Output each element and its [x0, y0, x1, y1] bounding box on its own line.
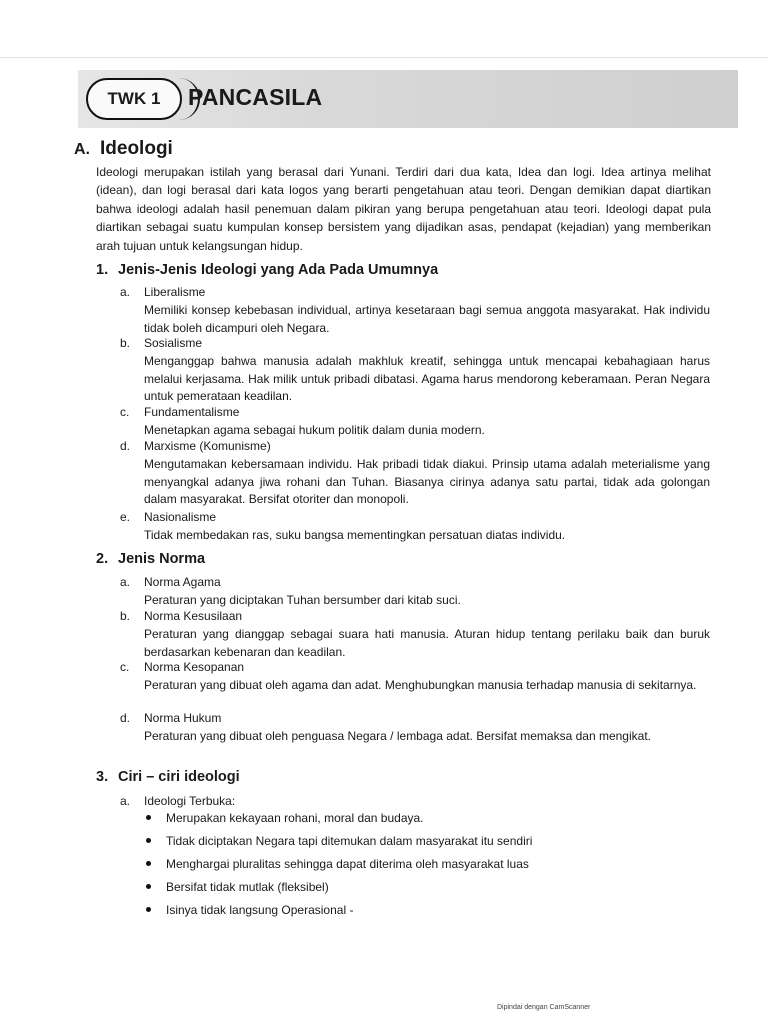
subsection-heading: [96, 262, 438, 278]
bullet-icon: [146, 907, 151, 912]
list-marker: a.: [120, 285, 131, 299]
subsection-number: 2.: [96, 551, 109, 567]
list-description: Peraturan yang dibuat oleh agama dan adat. Menghubungkan manusia terhadap manusia di sekitarnya.: [144, 678, 697, 692]
list-marker: b.: [120, 336, 131, 350]
list-description: Peraturan yang diciptakan Tuhan bersumber dari kitab suci.: [144, 593, 461, 607]
section-letter: A.: [74, 141, 90, 158]
list-marker: a.: [120, 575, 131, 589]
list-description: Menganggap bahwa manusia adalah makhluk kreatif, sehingga untuk mencapai kebahagiaan harus melalui kerjasama. Hak milik untuk pribadi dibatasi. Agama harus mendorong keberamaan. Peran Negara untuk pemerataan keadilan.: [144, 354, 710, 403]
subsection-heading: [96, 551, 205, 567]
subsection-heading: [96, 769, 240, 785]
list-label: Sosialisme: [144, 336, 203, 350]
bullet-text: Merupakan kekayaan rohani, moral dan budaya.: [166, 811, 424, 825]
list-description: Peraturan yang dibuat oleh penguasa Negara / lembaga adat. Bersifat memaksa dan mengikat.: [144, 729, 651, 743]
subsection-number: 3.: [96, 769, 109, 785]
scanner-footer: Dipindai dengan CamScanner: [497, 1004, 591, 1011]
list-marker: a.: [120, 794, 131, 808]
chapter-badge: [86, 78, 182, 120]
bullet-item: [144, 810, 704, 833]
list-label: Fundamentalisme: [144, 405, 240, 419]
list-marker: d.: [120, 711, 131, 725]
list-description: Menetapkan agama sebagai hukum politik dalam dunia modern.: [144, 423, 485, 437]
subsection-title: Jenis Norma: [118, 551, 206, 567]
section-paragraph: Ideologi merupakan istilah yang berasal dari Yunani. Terdiri dari dua kata, Idea dan logi. Idea artinya melihat (idean), dan logi berasal dari kata logos yang berarti pengetahuan atau teori. Dengan demikian dapat diartikan bahwa ideologi adalah hasil penemuan dalam pikiran yang berupa pengetahuan atau teori. Ideologi dapat pula diartikan sebagai suatu kumpulan konsep bersistem yang dijadikan asas, pendapat (kejadian) yang memberikan arah tujuan untuk kelangsungan hidup.: [96, 165, 711, 253]
list-description: Tidak membedakan ras, suku bangsa mementingkan persatuan diatas individu.: [144, 528, 566, 542]
bullet-text: Tidak diciptakan Negara tapi ditemukan dalam masyarakat itu sendiri: [166, 834, 533, 848]
list-marker: e.: [120, 510, 131, 524]
bullet-item: [144, 833, 704, 856]
list-label: Norma Kesusilaan: [144, 609, 243, 623]
bullet-item: [144, 879, 704, 902]
list-description: Peraturan yang dianggap sebagai suara hati manusia. Aturan hidup tentang perilaku baik dan buruk berdasarkan kebenaran dan keadilan.: [144, 627, 710, 659]
list-description: Mengutamakan kebersamaan individu. Hak pribadi tidak diakui. Prinsip utama adalah meterialisme yang menyangkal adanya jiwa rohani dan Tuhan. Biasanya cirinya adanya satu partai, tidak ada golongan dalam masyarakat. Bersifat otoriter dan monopoli.: [144, 457, 710, 506]
bullet-icon: [146, 884, 151, 889]
list-label: Marxisme (Komunisme): [144, 439, 271, 453]
section-title: Ideologi: [100, 138, 173, 159]
list-description: Memiliki konsep kebebasan individual, artinya kesetaraan bagi semua anggota masyarakat. Hak individu tidak boleh dicampuri oleh Negara.: [144, 303, 710, 335]
section-heading: [74, 138, 173, 160]
page-top-divider: [0, 57, 768, 58]
list-marker: d.: [120, 439, 131, 453]
list-marker: b.: [120, 609, 131, 623]
list-label: Ideologi Terbuka:: [144, 794, 236, 808]
list-label: Norma Kesopanan: [144, 660, 245, 674]
bullet-item: [144, 856, 704, 879]
list-label: Nasionalisme: [144, 510, 217, 524]
bullet-text: Isinya tidak langsung Operasional -: [166, 903, 354, 917]
bullet-icon: [146, 838, 151, 843]
chapter-title: PANCASILA: [188, 84, 323, 110]
bullet-text: Bersifat tidak mutlak (fleksibel): [166, 880, 329, 894]
list-label: Liberalisme: [144, 285, 206, 299]
subsection-number: 1.: [96, 262, 109, 278]
bullet-text: Menghargai pluralitas sehingga dapat diterima oleh masyarakat luas: [166, 857, 529, 871]
list-marker: c.: [120, 660, 130, 674]
subsection-title: Jenis-Jenis Ideologi yang Ada Pada Umumnya: [118, 262, 439, 278]
bullet-icon: [146, 815, 151, 820]
list-label: Norma Hukum: [144, 711, 222, 725]
list-label: Norma Agama: [144, 575, 221, 589]
chapter-code: TWK 1: [107, 89, 161, 108]
bullet-list: [144, 810, 704, 925]
bullet-icon: [146, 861, 151, 866]
bullet-item: [144, 902, 704, 925]
subsection-title: Ciri – ciri ideologi: [118, 769, 240, 785]
list-marker: c.: [120, 405, 130, 419]
